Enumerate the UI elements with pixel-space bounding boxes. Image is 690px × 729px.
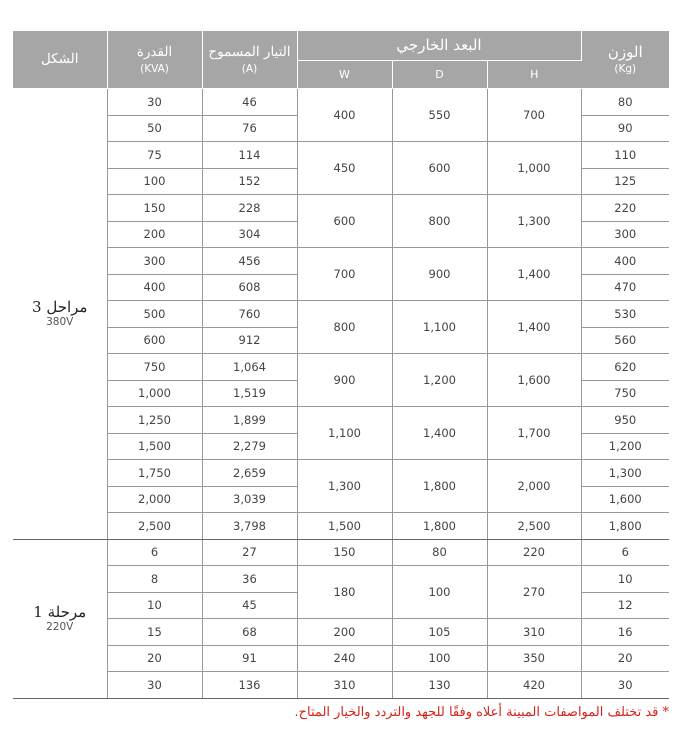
table-row: [13, 672, 669, 699]
table-row: [13, 566, 669, 593]
current-cell: 152: [202, 168, 297, 195]
header-capacity-label: القدرة: [136, 43, 173, 60]
weight-cell: 620: [581, 354, 669, 381]
table-row: [13, 619, 669, 646]
current-cell: 456: [202, 248, 297, 275]
weight-cell: 6: [581, 539, 669, 566]
width-cell: 700: [297, 248, 392, 301]
width-cell: 400: [297, 89, 392, 142]
weight-cell: 300: [581, 221, 669, 248]
height-cell: 1,400: [487, 248, 581, 301]
current-cell: 36: [202, 566, 297, 593]
capacity-cell: 30: [107, 89, 202, 116]
current-cell: 114: [202, 142, 297, 169]
height-cell: 420: [487, 672, 581, 699]
table-row: [13, 354, 669, 381]
weight-cell: 750: [581, 380, 669, 407]
header-capacity: [107, 31, 202, 89]
current-cell: 228: [202, 195, 297, 222]
current-cell: 2,659: [202, 460, 297, 487]
width-cell: 200: [297, 619, 392, 646]
current-cell: 1,519: [202, 380, 297, 407]
capacity-cell: 6: [107, 539, 202, 566]
current-cell: 1,899: [202, 407, 297, 434]
height-cell: 350: [487, 645, 581, 672]
current-cell: 608: [202, 274, 297, 301]
weight-cell: 30: [581, 672, 669, 699]
current-cell: 304: [202, 221, 297, 248]
weight-cell: 220: [581, 195, 669, 222]
depth-cell: 1,800: [392, 460, 487, 513]
weight-cell: 90: [581, 115, 669, 142]
header-capacity-unit: (KVA): [140, 62, 169, 75]
depth-cell: 100: [392, 566, 487, 619]
header-shape-label: الشكل: [40, 51, 79, 67]
current-cell: 912: [202, 327, 297, 354]
height-cell: 1,300: [487, 195, 581, 248]
form-voltage: 220V: [46, 621, 74, 633]
form-name: 1 مرحلة: [33, 603, 87, 621]
form-name: 3 مراحل: [32, 298, 88, 317]
depth-cell: 1,800: [392, 513, 487, 540]
footnote: * قد تختلف المواصفات المبينة أعلاه وفقًا للجهد والتردد والخيار المتاح.: [294, 705, 669, 720]
current-cell: 91: [202, 645, 297, 672]
table-header: [13, 31, 669, 89]
table-body: [13, 89, 669, 699]
spec-table: [13, 31, 669, 699]
capacity-cell: 50: [107, 115, 202, 142]
header-h: H: [487, 61, 581, 89]
weight-cell: 80: [581, 89, 669, 116]
capacity-cell: 20: [107, 645, 202, 672]
table-row: [13, 248, 669, 275]
weight-cell: 10: [581, 566, 669, 593]
current-cell: 46: [202, 89, 297, 116]
capacity-cell: 10: [107, 592, 202, 619]
weight-cell: 110: [581, 142, 669, 169]
height-cell: 1,600: [487, 354, 581, 407]
weight-cell: 1,200: [581, 433, 669, 460]
depth-cell: 550: [392, 89, 487, 142]
capacity-cell: 8: [107, 566, 202, 593]
table-row: [13, 89, 669, 116]
current-cell: 1,064: [202, 354, 297, 381]
depth-cell: 1,400: [392, 407, 487, 460]
capacity-cell: 1,000: [107, 380, 202, 407]
table-row: [13, 301, 669, 328]
header-weight-unit: (Kg): [614, 62, 637, 75]
header-weight: [581, 31, 669, 89]
depth-cell: 80: [392, 539, 487, 566]
current-cell: 68: [202, 619, 297, 646]
capacity-cell: 15: [107, 619, 202, 646]
table-row: [13, 645, 669, 672]
current-cell: 45: [202, 592, 297, 619]
form-voltage: 380V: [46, 316, 74, 329]
capacity-cell: 400: [107, 274, 202, 301]
current-cell: 27: [202, 539, 297, 566]
width-cell: 450: [297, 142, 392, 195]
current-cell: 2,279: [202, 433, 297, 460]
header-weight-label: الوزن: [607, 42, 643, 61]
weight-cell: 12: [581, 592, 669, 619]
weight-cell: 400: [581, 248, 669, 275]
header-d: D: [392, 61, 487, 89]
weight-cell: 950: [581, 407, 669, 434]
header-current: [202, 31, 297, 89]
current-cell: 760: [202, 301, 297, 328]
table-row: [13, 460, 669, 487]
depth-cell: 1,100: [392, 301, 487, 354]
width-cell: 900: [297, 354, 392, 407]
capacity-cell: 100: [107, 168, 202, 195]
capacity-cell: 2,000: [107, 486, 202, 513]
capacity-cell: 300: [107, 248, 202, 275]
weight-cell: 470: [581, 274, 669, 301]
weight-cell: 530: [581, 301, 669, 328]
height-cell: 1,000: [487, 142, 581, 195]
current-cell: 3,798: [202, 513, 297, 540]
weight-cell: 125: [581, 168, 669, 195]
height-cell: 1,700: [487, 407, 581, 460]
height-cell: 2,000: [487, 460, 581, 513]
height-cell: 270: [487, 566, 581, 619]
weight-cell: 1,800: [581, 513, 669, 540]
width-cell: 600: [297, 195, 392, 248]
header-shape: [13, 31, 107, 89]
width-cell: 800: [297, 301, 392, 354]
capacity-cell: 600: [107, 327, 202, 354]
depth-cell: 1,200: [392, 354, 487, 407]
header-dimensions-label: البعد الخارجي: [396, 36, 482, 54]
width-cell: 310: [297, 672, 392, 699]
current-cell: 136: [202, 672, 297, 699]
height-cell: 1,400: [487, 301, 581, 354]
width-cell: 240: [297, 645, 392, 672]
height-cell: 700: [487, 89, 581, 142]
width-cell: 1,500: [297, 513, 392, 540]
table-row: [13, 513, 669, 540]
capacity-cell: 500: [107, 301, 202, 328]
form-cell: [13, 539, 107, 698]
current-cell: 76: [202, 115, 297, 142]
height-cell: 2,500: [487, 513, 581, 540]
capacity-cell: 1,500: [107, 433, 202, 460]
header-current-unit: (A): [241, 62, 258, 75]
weight-cell: 16: [581, 619, 669, 646]
table-row: [13, 195, 669, 222]
depth-cell: 900: [392, 248, 487, 301]
capacity-cell: 200: [107, 221, 202, 248]
width-cell: 150: [297, 539, 392, 566]
width-cell: 1,300: [297, 460, 392, 513]
capacity-cell: 750: [107, 354, 202, 381]
capacity-cell: 150: [107, 195, 202, 222]
weight-cell: 1,300: [581, 460, 669, 487]
depth-cell: 130: [392, 672, 487, 699]
depth-cell: 105: [392, 619, 487, 646]
capacity-cell: 1,750: [107, 460, 202, 487]
height-cell: 220: [487, 539, 581, 566]
form-cell: [13, 89, 107, 540]
capacity-cell: 30: [107, 672, 202, 699]
depth-cell: 600: [392, 142, 487, 195]
header-w: W: [297, 61, 392, 89]
weight-cell: 20: [581, 645, 669, 672]
header-current-label: التيار المسموح: [208, 43, 291, 60]
capacity-cell: 75: [107, 142, 202, 169]
capacity-cell: 2,500: [107, 513, 202, 540]
width-cell: 1,100: [297, 407, 392, 460]
depth-cell: 800: [392, 195, 487, 248]
weight-cell: 1,600: [581, 486, 669, 513]
capacity-cell: 1,250: [107, 407, 202, 434]
depth-cell: 100: [392, 645, 487, 672]
table-row: [13, 539, 669, 566]
height-cell: 310: [487, 619, 581, 646]
current-cell: 3,039: [202, 486, 297, 513]
header-dimensions: [297, 31, 581, 61]
weight-cell: 560: [581, 327, 669, 354]
width-cell: 180: [297, 566, 392, 619]
table-row: [13, 407, 669, 434]
table-row: [13, 142, 669, 169]
